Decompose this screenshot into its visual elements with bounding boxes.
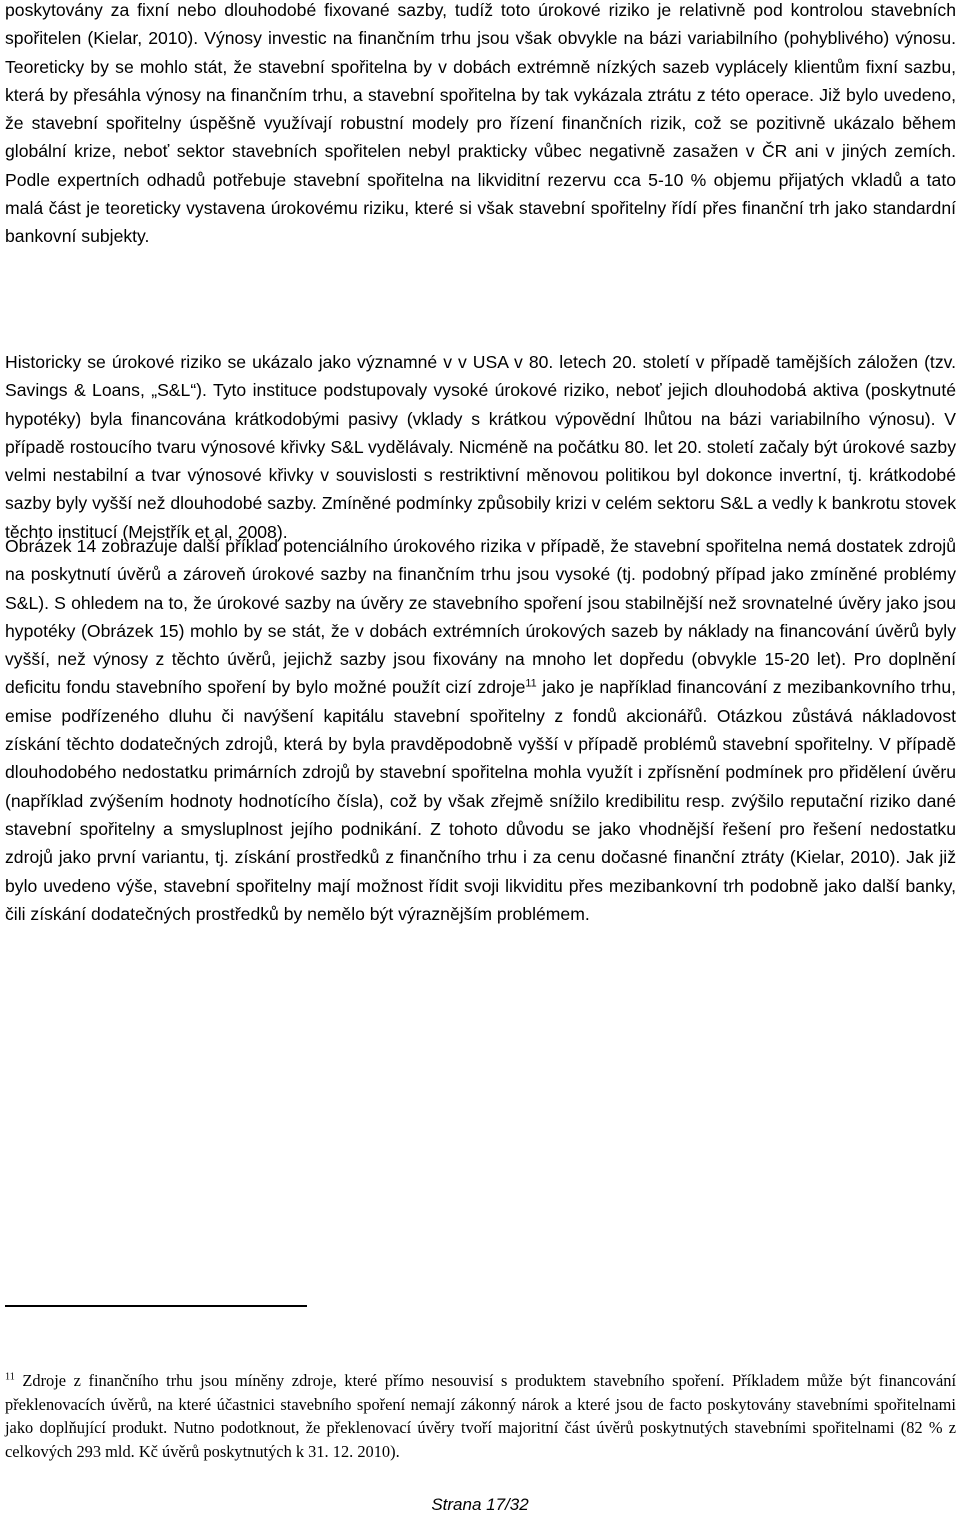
footnote-separator bbox=[5, 1305, 307, 1307]
footnote-reference[interactable]: 11 bbox=[525, 677, 537, 690]
body-paragraph-1: poskytovány za fixní nebo dlouhodobé fixované sazby, tudíž toto úrokové riziko je relativně pod kontrolou stavebních spořitelen (Kielar, 2010). Výnosy investic na finančním trhu jsou však obvykle na bázi variabilního (pohyblivého) výnosu. Teoreticky by se mohlo stát, že stavební spořitelna by v dobách extrémně nízkých sazeb vyplácely klientům fixní sazbu, která by přesáhla výnosy na finančním trhu, a stavební spořitelna by tak vykázala ztrátu z této operace. Již bylo uvedeno, že stavební spořitelny úspěšně využívají robustní modely pro řízení finančních rizik, což se pozitivně ukázalo během globální krize, neboť sektor stavebních spořitelen nebyl prakticky vůbec negativně zasažen v ČR ani v jiných zemích. Podle expertních odhadů potřebuje stavební spořitelna na likviditní rezervu cca 5-10 % objemu přijatých vkladů a tato malá část je teoreticky vystavena úrokovému riziku, které si však stavební spořitelny řídí přes finanční trh jako standardní bankovní subjekty. bbox=[5, 0, 956, 247]
footnote bbox=[5, 1369, 956, 1463]
footnote-number: 11 bbox=[5, 1371, 15, 1383]
footnote-text: Zdroje z finančního trhu jsou míněny zdroje, které přímo nesouvisí s produktem stavebního spoření. Příkladem může být financování překlenovacích úvěrů, na které účastnici stavebního spoření nemají zákonný nárok a které jsou de facto poskytovány stavebními spořitelnami jako doplňující produkt. Nutno podotknout, že překlenovací úvěry tvoří majoritní část úvěrů poskytnutých stavebními spořitelnami (82 % z celkových 293 mld. Kč úvěrů poskytnutých k 31. 12. 2010). bbox=[5, 1371, 956, 1461]
body-paragraph-3-text: Obrázek 14 zobrazuje další příklad potenciálního úrokového rizika v případě, že stavební spořitelna nemá dostatek zdrojů na poskytnutí úvěrů a zároveň úrokové sazby na finančním trhu jsou vysoké (tj. podobný případ jako zmíněné problémy S&L). S ohledem na to, že úrokové sazby na úvěry ze stavebního spoření jsou stabilnější než srovnatelné úvěry jako jsou hypotéky (Obrázek 15) mohlo by se stát, že v dobách extrémních úrokových sazeb by náklady na financování úvěrů byly vyšší, než výnosy z těchto úvěrů, jejichž sazby jsou fixovány na mnoho let dopředu (obvykle 15-20 let). Pro doplnění deficitu fondu stavebního spoření by bylo možné použít cizí zdroje bbox=[5, 536, 956, 698]
page-number-footer: Strana 17/32 bbox=[431, 1495, 529, 1514]
body-paragraph-3-continuation: jako je například financování z mezibankovního trhu, emise podřízeného dluhu či navýšení kapitálu stavební spořitelny z fondů akcionářů. Otázkou zůstává nákladovost získání těchto dodatečných zdrojů, která by byla pravděpodobně vyšší v případě problémů stavební spořitelny. V případě dlouhodobého nedostatku primárních zdrojů by stavební spořitelna mohla využít i zpřísnění podmínek pro přidělení úvěru (například zvýšením hodnoty hodnotícího čísla), což by však zřejmě snížilo kredibilitu resp. zvýšilo reputační riziko dané stavební spořitelny a smysluplnost jejího podnikání. Z tohoto důvodu se jako vhodnější řešení pro řešení nedostatku zdrojů jako první variantu, tj. získání prostředků z finančního trhu i za cenu dočasné finanční ztráty (Kielar, 2010). Jak již bylo uvedeno výše, stavební spořitelny mají možnost řídit svoji likviditu přes mezibankovní trh podobně jako další banky, čili získání dodatečných prostředků by nemělo být výraznějším problémem. bbox=[5, 677, 956, 924]
body-paragraph-2: Historicky se úrokové riziko se ukázalo jako významné v v USA v 80. letech 20. století v případě tamějších záložen (tzv. Savings & Loans, „S&L“). Tyto instituce podstupovaly vysoké úrokové riziko, neboť jejich dlouhodobá aktiva (poskytnuté hypotéky) byla financována krátkodobými pasivy (vklady s krátkou výpovědní lhůtou na bázi variabilního výnosu). V případě rostoucího tvaru výnosové křivky S&L vydělávaly. Nicméně na počátku 80. let 20. století začaly být úrokové sazby velmi nestabilní a tvar výnosové křivky v souvislosti s restriktivní měnovou politikou byl dokonce invertní, tj. krátkodobé sazby byly vyšší než dlouhodobé sazby. Zmíněné podmínky způsobily krizi v celém sektoru S&L a vedly k bankrotu stovek těchto institucí (Mejstřík et al, 2008). bbox=[5, 352, 956, 542]
body-paragraph-3 bbox=[5, 532, 956, 928]
